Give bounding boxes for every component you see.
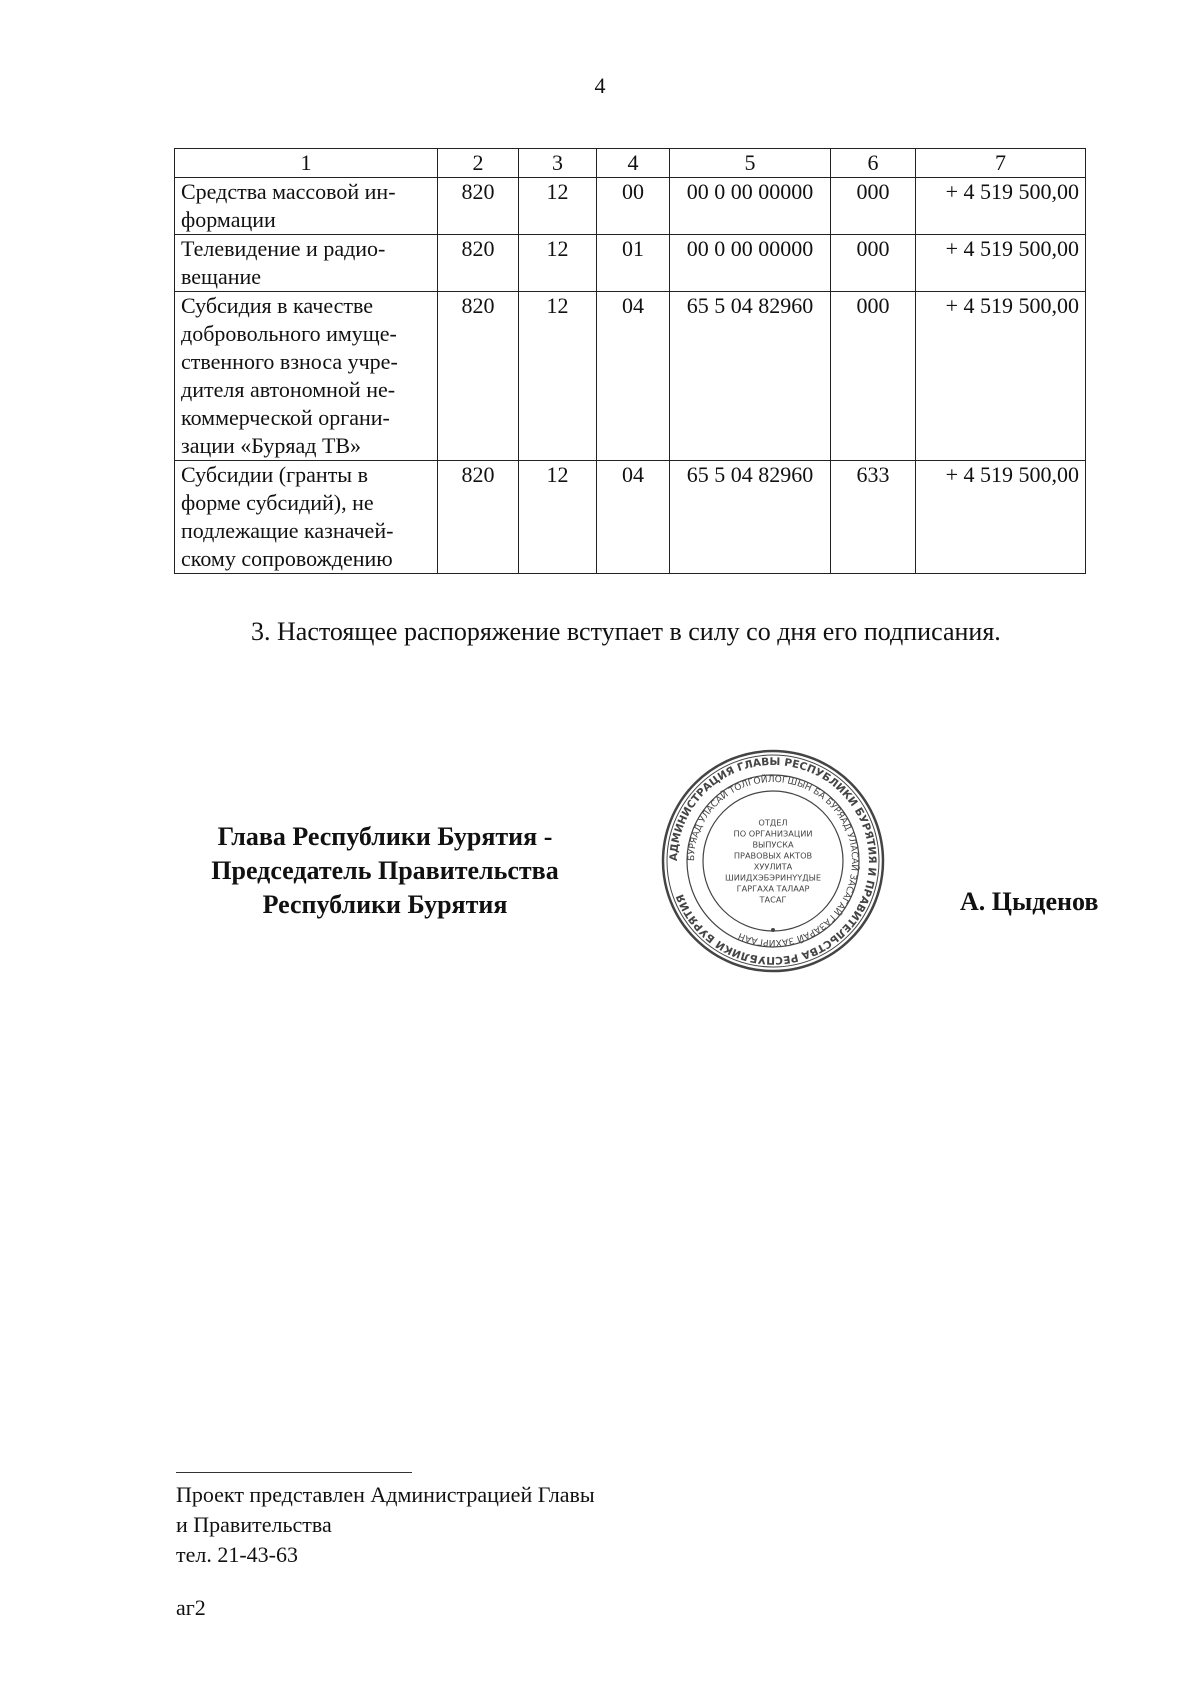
cell-col4: 00 [597,178,670,235]
cell-col6: 000 [831,178,916,235]
row-name-line: коммерческой органи- [181,405,390,430]
page-number: 4 [594,73,606,98]
document-code: аг2 [176,1595,206,1620]
seal-center-text [725,818,821,905]
seal-center-line: ШИИДХЭБЭРИНҮҮДЫЕ [724,872,822,883]
column-header: 5 [670,149,831,178]
cell-col4: 04 [597,461,670,574]
row-name-line: зации «Буряад ТВ» [181,433,362,458]
seal-center-line: ВЫПУСКА [752,839,794,850]
row-name-line: вещание [181,264,262,289]
signatory-name: А. Цыденов [960,887,1099,916]
table-row [175,235,1086,292]
cell-col3: 12 [519,178,597,235]
signatory-title [170,820,600,922]
cell-col5: 00 0 00 00000 [670,178,831,235]
cell-col5: 00 0 00 00000 [670,235,831,292]
seal-center-line: ХУУЛИТА [753,861,793,872]
signatory-title-line: Председатель Правительства [211,856,559,885]
column-header: 1 [175,149,438,178]
cell-col2: 820 [438,461,519,574]
table-row [175,178,1086,235]
signatory-title-line: Глава Республики Бурятия - [217,822,553,851]
row-name-line: дителя автономной не- [181,377,396,402]
row-name-line: Субсидия в качестве [181,293,374,318]
row-name-line: формации [181,207,276,232]
seal-inner-ring-text: БУРЯАД УЛАСАЙ ТОЛГОЙЛОГШЫН БА БУРЯАД УЛАСАЙ ЗАСАГАЙ ГАЗАРАЙ ЗАХИРГААН [686,774,860,948]
cell-col2: 820 [438,235,519,292]
budget-table [174,148,1086,574]
cell-col7: + 4 519 500,00 [916,461,1086,574]
seal-center-line: ПРАВОВЫХ АКТОВ [733,850,813,861]
cell-col3: 12 [519,235,597,292]
seal-center-line: ГАРГАХА ТАЛААР [736,883,810,894]
row-name-cell [175,235,438,292]
table-row [175,292,1086,461]
table-row [175,461,1086,574]
row-name-cell [175,292,438,461]
seal-center-line: ОТДЕЛ [758,817,788,828]
cell-col6: 000 [831,235,916,292]
footnote-line: и Правительства [176,1512,332,1537]
row-name-line: Субсидии (гранты в [181,462,368,487]
row-name-line: скому сопровождению [181,546,393,571]
column-header: 7 [916,149,1086,178]
seal-center-line: ТАСАГ [759,894,787,905]
cell-col6: 633 [831,461,916,574]
table-header-row [175,149,1086,178]
cell-col7: + 4 519 500,00 [916,235,1086,292]
seal-center-line: ПО ОРГАНИЗАЦИИ [733,828,813,839]
cell-col4: 04 [597,292,670,461]
column-header: 3 [519,149,597,178]
cell-col7: + 4 519 500,00 [916,292,1086,461]
column-header: 6 [831,149,916,178]
row-name-line: Телевидение и радио- [181,236,386,261]
footnote-divider [176,1472,412,1473]
column-header: 4 [597,149,670,178]
seal-dot [771,928,775,932]
cell-col5: 65 5 04 82960 [670,292,831,461]
cell-col6: 000 [831,292,916,461]
row-name-line: форме субсидий), не [181,490,374,515]
effective-date-paragraph: 3. Настоящее распоряжение вступает в силу со дня его подписания. [251,617,1001,646]
row-name-line: подлежащие казначей- [181,518,394,543]
official-seal [660,748,886,974]
footnote-line: тел. 21-43-63 [176,1542,299,1567]
cell-col7: + 4 519 500,00 [916,178,1086,235]
row-name-line: ственного взноса учре- [181,349,398,374]
cell-col2: 820 [438,292,519,461]
seal-outer-text: АДМИНИСТРАЦИЯ ГЛАВЫ РЕСПУБЛИКИ БУРЯТИЯ И ПРАВИТЕЛЬСТВА РЕСПУБЛИКИ БУРЯТИЯ [667,755,879,967]
column-header: 2 [438,149,519,178]
cell-col5: 65 5 04 82960 [670,461,831,574]
footnote-line: Проект представлен Администрацией Главы [176,1482,595,1507]
row-name-line: добровольного имуще- [181,321,397,346]
signatory-title-line: Республики Бурятия [262,890,508,919]
row-name-cell [175,178,438,235]
cell-col4: 01 [597,235,670,292]
cell-col2: 820 [438,178,519,235]
cell-col3: 12 [519,292,597,461]
cell-col3: 12 [519,461,597,574]
footnote [176,1480,595,1570]
row-name-line: Средства массовой ин- [181,179,396,204]
row-name-cell [175,461,438,574]
